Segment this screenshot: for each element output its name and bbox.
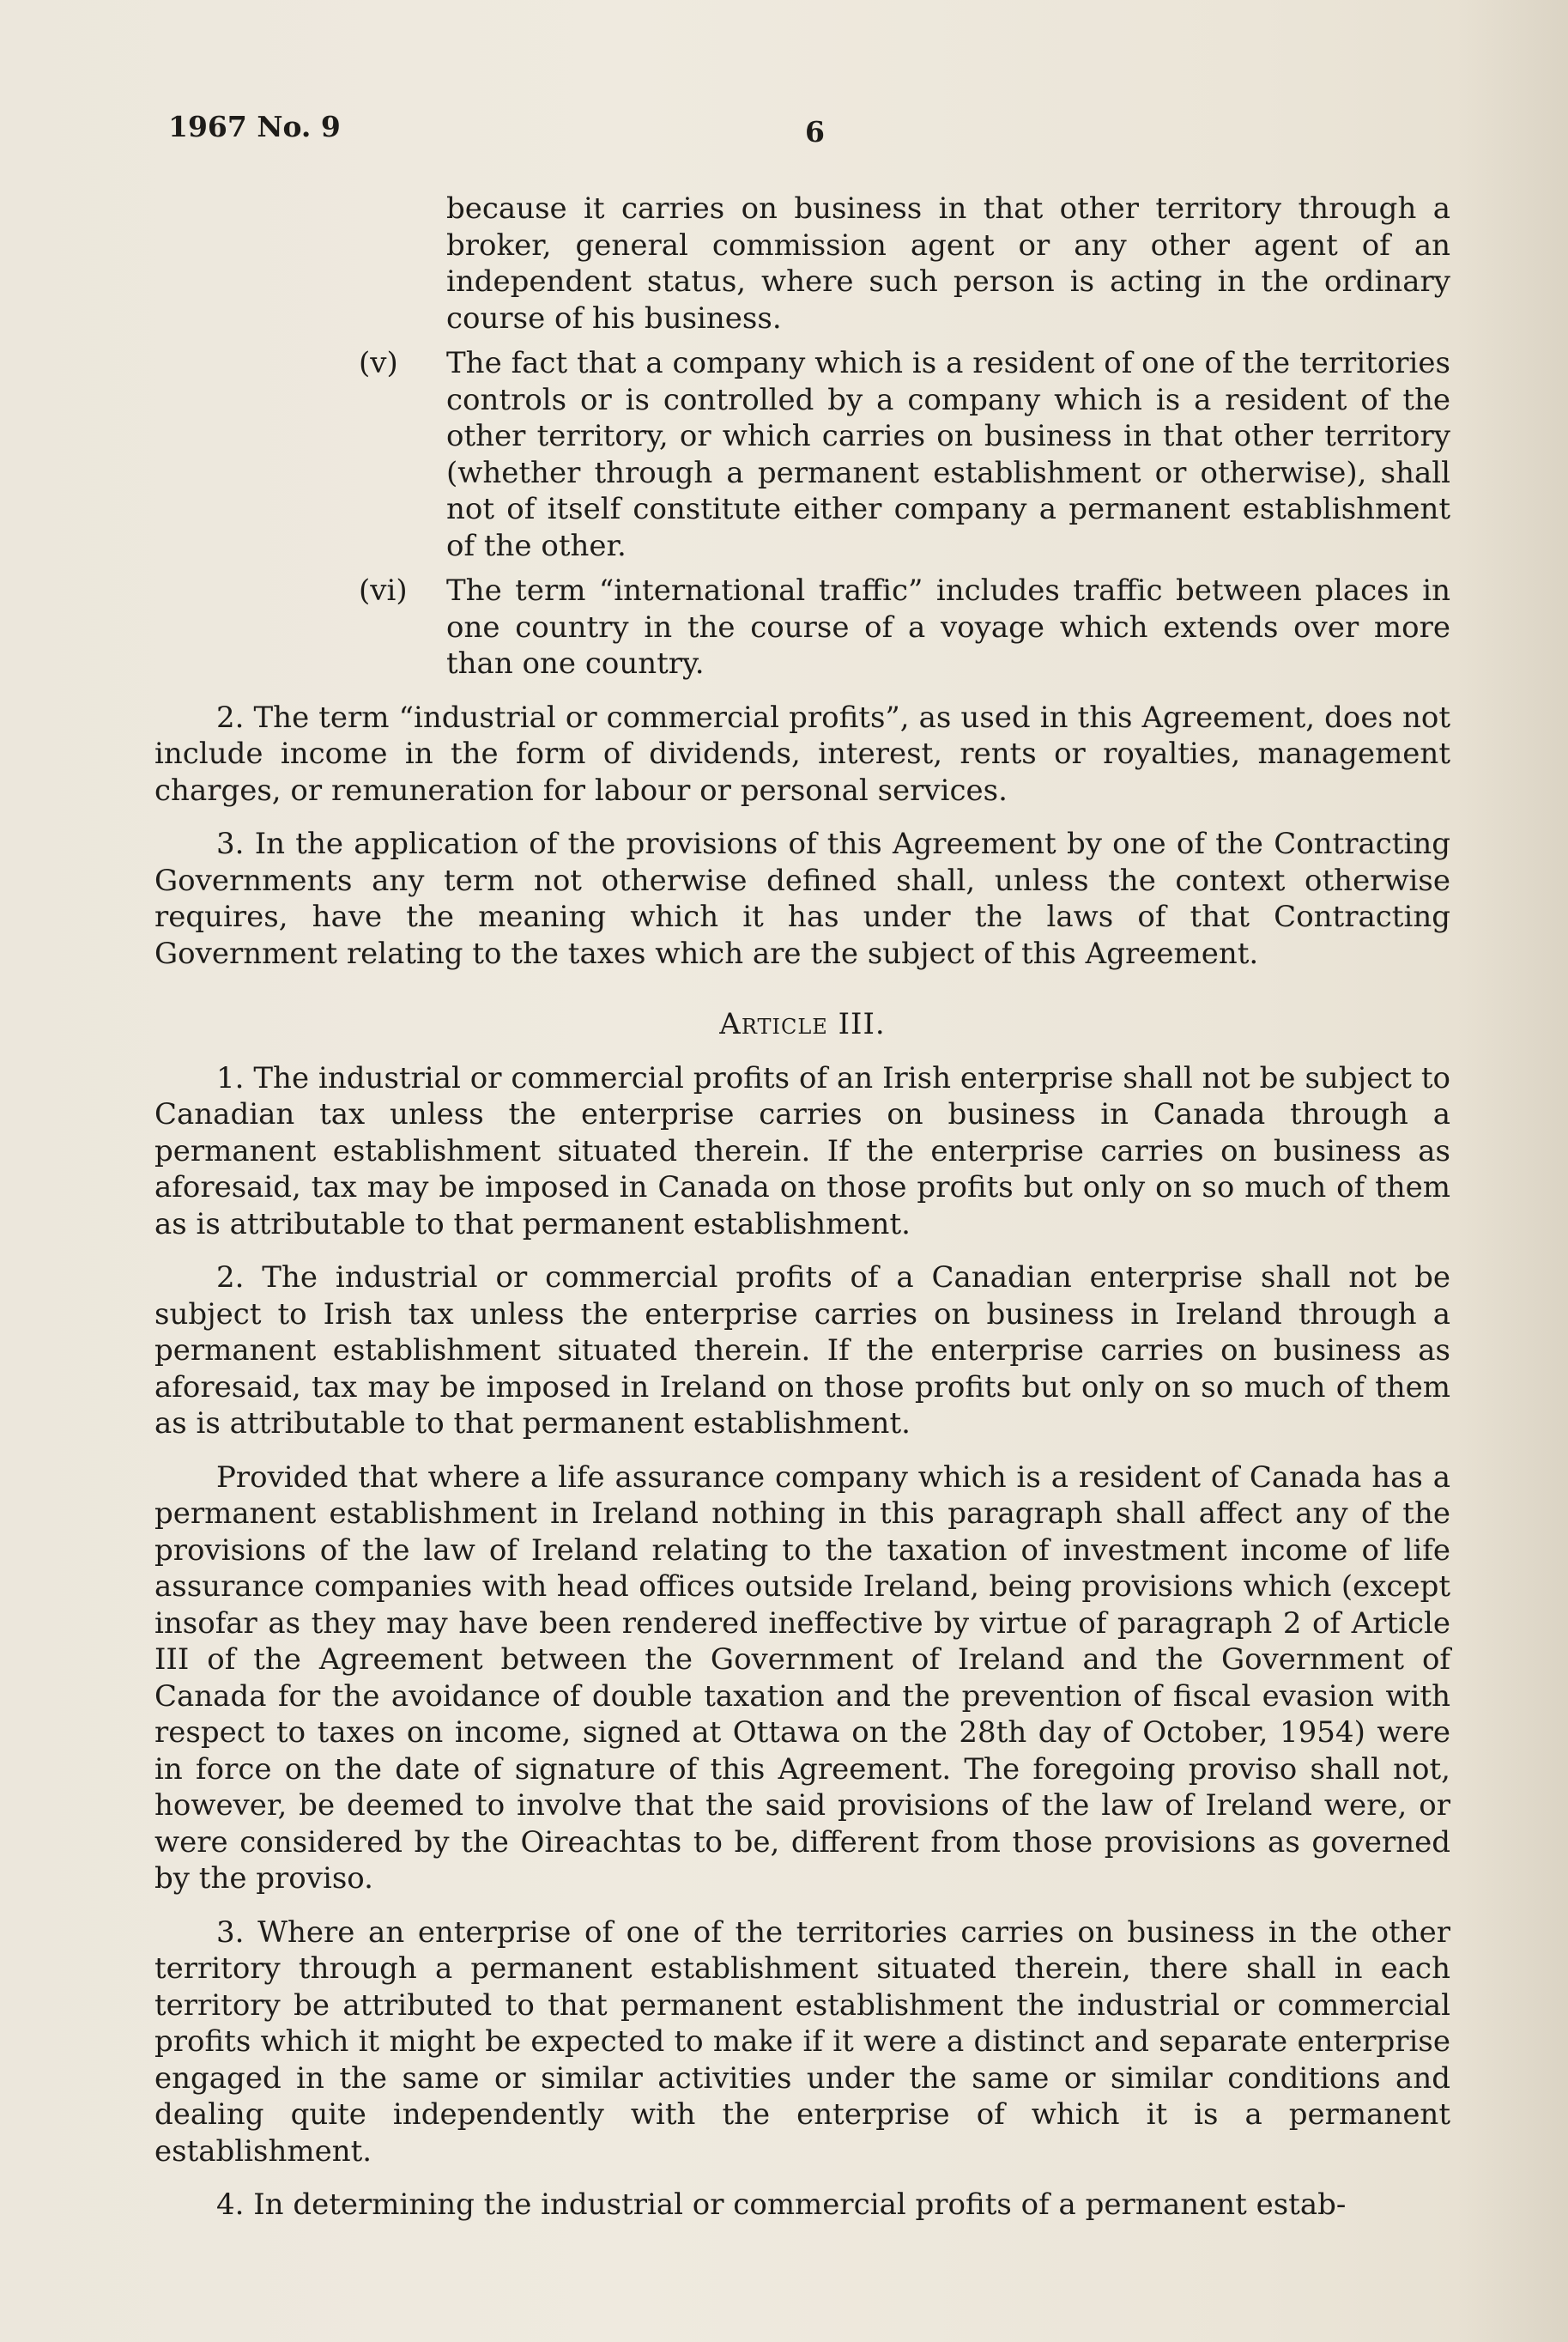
article-3-paragraph-1: 1. The industrial or commercial profits of an Irish enterprise shall not be subject to Canadian tax unless the enterprise carries on business in Canada through a permanent establishment situated therein. If the enterprise carries on business as aforesaid, tax may be imposed in Canada on those profits but only on so much of them as is attributable to that permanent establishment. xyxy=(154,1060,1450,1241)
list-item-label: (vi) xyxy=(359,573,408,608)
list-item-text: The term “international traffic” includes traffic between places in one country in the course of a voyage which extends over more than one country. xyxy=(446,573,1450,681)
document-body xyxy=(154,191,1450,2224)
statute-reference: 1967 No. 9 xyxy=(168,110,341,143)
article-heading: Article III. xyxy=(719,1007,886,1041)
paragraph-3: 3. In the application of the provisions of this Agreement by one of the Contracting Governments any term not otherwise defined shall, unless the context otherwise requires, have the meaning which it has under the laws of that Contracting Government relating to the taxes which are the subject of this Agreement. xyxy=(154,827,1450,971)
page-number: 6 xyxy=(805,115,825,149)
article-3-proviso: Provided that where a life assurance company which is a resident of Canada has a permanent establishment in Ireland nothing in this paragraph shall affect any of the provisions of the law of Ireland relating to the taxation of investment income of life assurance companies with head offices outside Ireland, being provisions which (except insofar as they may have been rendered ineffective by virtue of paragraph 2 of Article III of the Agreement between the Government of Ireland and the Government of Canada for the avoidance of double taxation and the prevention of fiscal evasion with respect to taxes on income, signed at Ottawa on the 28th day of October, 1954) were in force on the date of signature of this Agreement. The foregoing proviso shall not, however, be deemed to involve that the said provisions of the law of Ireland were, or were considered by the Oireachtas to be, different from those provisions as governed by the proviso. xyxy=(154,1459,1450,1896)
article-3-paragraph-2: 2. The industrial or commercial profits of a Canadian enterprise shall not be subject to Irish tax unless the enterprise carries on business in Ireland through a permanent establishment situated therein. If the enterprise carries on business as aforesaid, tax may be imposed in Ireland on those profits but only on so much of them as is attributable to that permanent establishment. xyxy=(154,1260,1450,1441)
article-3-paragraph-4: 4. In determining the industrial or commercial profits of a permanent estab- xyxy=(216,2187,1347,2222)
paragraph-2: 2. The term “industrial or commercial profits”, as used in this Agreement, does not include income in the form of dividends, interest, rents or royalties, management charges, or remuneration for labour or personal services. xyxy=(154,700,1450,808)
page-header xyxy=(168,110,1413,153)
article-3-paragraph-3: 3. Where an enterprise of one of the territories carries on business in the other territory through a permanent establishment situated therein, there shall in each territory be attributed to that permanent establishment the industrial or commercial profits which it might be expected to make if it were a distinct and separate enterprise engaged in the same or similar activities under the same or similar conditions and dealing quite independently with the enterprise of which it is a permanent establishment. xyxy=(154,1914,1450,2169)
continuation-paragraph: because it carries on business in that other territory through a broker, general commission agent or any other agent of an independent status, where such person is acting in the ordinary course of his business. xyxy=(446,191,1450,336)
list-item-label: (v) xyxy=(359,346,398,380)
list-item-v xyxy=(154,345,1450,564)
list-item-vi xyxy=(154,573,1450,683)
list-item-text: The fact that a company which is a resident of one of the territories controls or is controlled by a company which is a resident of the other territory, or which carries on business in that other territory (whether through a permanent establishment or otherwise), shall not of itself constitute either company a permanent establishment of the other. xyxy=(446,346,1450,563)
